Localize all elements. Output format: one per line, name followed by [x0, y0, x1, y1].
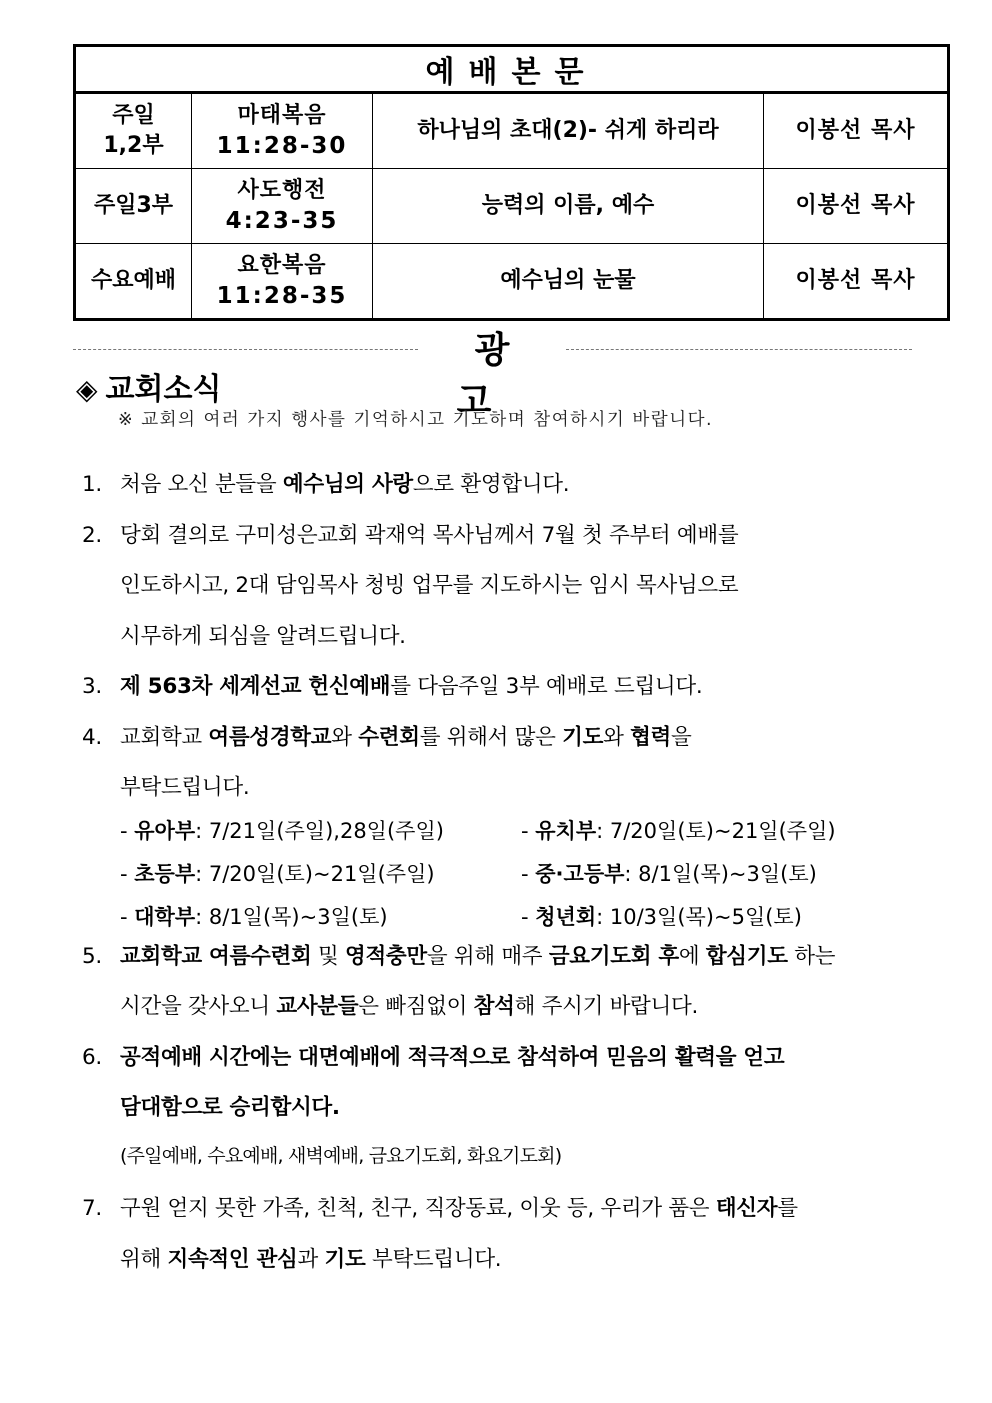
emphasis-text: 참석 [473, 994, 515, 1019]
announcement-text: 위해 [120, 1246, 168, 1272]
worship-row [75, 244, 949, 320]
announcement-text: 를 위해서 많은 [419, 724, 563, 750]
preacher: 이봉선 목사 [764, 93, 949, 169]
schedule-entry [521, 858, 817, 888]
scripture-reference: 11:28-30 [216, 133, 348, 159]
section-title [76, 364, 221, 408]
emphasis-text: 협력 [630, 724, 672, 750]
announcement-line [120, 770, 249, 801]
announcement-number: 5. [82, 943, 102, 969]
schedule-entry [521, 901, 802, 931]
emphasis-text: 기도 [324, 1246, 366, 1272]
announcement-line [82, 720, 692, 751]
schedule-dates: : 7/20일(토)~21일(주일) [195, 861, 435, 886]
schedule-dash: - [120, 904, 135, 929]
announcement-text: 와 [603, 724, 631, 750]
announcement-text: 과 [297, 1246, 325, 1272]
scripture-reference: 11:28-35 [216, 283, 348, 309]
worship-row [75, 169, 949, 244]
schedule-dash: - [521, 861, 536, 886]
schedule-dash: - [521, 818, 536, 843]
announcement-number: 1. [82, 472, 102, 497]
divider-right [566, 349, 912, 350]
announcement-line [82, 1040, 784, 1071]
emphasis-text: 수련회 [358, 724, 420, 750]
schedule-entry [120, 858, 435, 888]
scripture-book: 사도행전 [237, 178, 327, 203]
announcement-text: 시간을 갖사오니 [120, 994, 277, 1019]
announcement-text: 에 [678, 943, 706, 969]
emphasis-text: 공적예배 시간에는 대면예배에 적극적으로 참석하여 믿음의 활력을 얻고 [120, 1044, 785, 1070]
announcement-number: 6. [82, 1044, 102, 1070]
emphasis-text: 교사분들 [276, 994, 359, 1019]
worship-table-header: 예배본문 [75, 46, 949, 93]
announcement-text: 인도하시고, 2대 담임목사 청빙 업무를 지도하시는 임시 목사님으로 [120, 573, 739, 598]
emphasis-text: 지속적인 관심 [167, 1246, 298, 1272]
schedule-department: 유치부 [535, 818, 597, 843]
schedule-dash: - [521, 904, 536, 929]
schedule-department: 대학부 [134, 904, 196, 929]
announcement-line [82, 518, 738, 549]
schedule-department: 초등부 [134, 861, 196, 886]
sermon-title: 하나님의 초대(2)- 쉬게 하리라 [373, 93, 764, 169]
section-note: ※ 교회의 여러 가지 행사를 기억하시고 기도하며 참여하시기 바랍니다. [118, 410, 714, 430]
schedule-department: 유아부 [134, 818, 196, 843]
sermon-title: 예수님의 눈물 [373, 244, 764, 320]
divider-left [73, 349, 418, 350]
announcement-text: 하는 [787, 943, 836, 969]
announcement-text: 처음 오신 분들을 [120, 472, 283, 497]
sermon-title: 능력의 이름, 예수 [373, 169, 764, 244]
scripture-cell [192, 169, 373, 244]
service-cell [75, 93, 192, 169]
notice-title: 광고 [456, 330, 546, 422]
announcement-line [120, 1242, 501, 1273]
diamond-icon: ◈ [76, 373, 98, 406]
announcement-number: 3. [82, 674, 102, 699]
service-cell [75, 244, 192, 320]
scripture-book: 요한복음 [237, 253, 327, 278]
service-name-sub: 1,2부 [103, 133, 164, 158]
emphasis-text: 예수님의 사랑 [282, 472, 413, 497]
scripture-cell [192, 93, 373, 169]
preacher: 이봉선 목사 [764, 244, 949, 320]
emphasis-text: 여름성경학교 [208, 724, 332, 750]
schedule-dates: : 8/1일(목)~3일(토) [624, 861, 817, 886]
section-title-text: 교회소식 [105, 372, 222, 407]
announcement-line [120, 989, 698, 1020]
announcement-line [120, 568, 738, 599]
announcement-text: 부탁드립니다. [120, 775, 250, 800]
scripture-book: 마태복음 [237, 103, 327, 128]
announcement-line [82, 939, 835, 970]
announcement-text: 해 주시기 바랍니다. [514, 994, 698, 1019]
emphasis-text: 교회학교 여름수련회 [120, 943, 312, 969]
schedule-department: 청년회 [535, 904, 597, 929]
announcement-number: 4. [82, 724, 102, 750]
emphasis-text: 제 563차 세계선교 헌신예배 [120, 674, 391, 699]
announcement-text: 를 [777, 1196, 798, 1221]
service-name: 주일 [112, 103, 155, 128]
announcement-line [120, 1141, 561, 1168]
scripture-reference: 4:23-35 [225, 208, 339, 234]
announcement-number: 2. [82, 522, 102, 548]
emphasis-text: 기도 [562, 724, 604, 750]
announcement-line [120, 619, 406, 650]
announcement-text: 당회 결의로 구미성은교회 곽재억 목사님께서 7월 첫 주부터 예배를 [120, 522, 739, 548]
announcement-text: 을 [671, 724, 692, 750]
emphasis-text: 금요기도회 후 [548, 943, 679, 969]
scripture-cell [192, 244, 373, 320]
announcement-text: 교회학교 [120, 724, 209, 750]
schedule-entry [521, 815, 836, 845]
announcement-line [120, 1090, 340, 1121]
announcement-text: 부탁드립니다. [365, 1246, 502, 1272]
schedule-department: 중·고등부 [535, 861, 625, 886]
schedule-entry [120, 901, 388, 931]
announcement-line [82, 467, 569, 498]
service-name: 주일3부 [93, 193, 174, 218]
announcement-text: 시무하게 되심을 알려드립니다. [120, 623, 406, 649]
emphasis-text: 영적충만 [344, 943, 427, 969]
service-name: 수요예배 [90, 268, 176, 293]
announcement-line [82, 1191, 798, 1222]
announcement-text: 을 위해 매주 [426, 943, 549, 969]
schedule-dates: : 10/3일(목)~5일(토) [596, 904, 802, 929]
schedule-dates: : 7/21일(주일),28일(주일) [195, 818, 444, 843]
announcement-text: (주일예배, 수요예배, 새벽예배, 금요기도회, 화요기도회) [120, 1144, 562, 1167]
schedule-dash: - [120, 861, 135, 886]
worship-row [75, 93, 949, 169]
announcement-text: 으로 환영합니다. [412, 472, 570, 497]
announcement-line [82, 669, 702, 700]
worship-table [73, 44, 950, 321]
announcement-number: 7. [82, 1196, 102, 1221]
announcement-text: 및 [311, 943, 345, 969]
schedule-dates: : 8/1일(목)~3일(토) [195, 904, 388, 929]
announcement-text: 구원 얻지 못한 가족, 친척, 친구, 직장동료, 이웃 등, 우리가 품은 [120, 1196, 716, 1221]
announcement-text: 와 [331, 724, 359, 750]
schedule-dash: - [120, 818, 135, 843]
emphasis-text: 합심기도 [705, 943, 788, 969]
schedule-dates: : 7/20일(토)~21일(주일) [596, 818, 836, 843]
emphasis-text: 태신자 [715, 1196, 778, 1221]
announcement-text: 은 빠짐없이 [358, 994, 474, 1019]
preacher: 이봉선 목사 [764, 169, 949, 244]
service-cell [75, 169, 192, 244]
schedule-entry [120, 815, 444, 845]
announcement-text: 를 다음주일 3부 예배로 드립니다. [390, 674, 703, 699]
emphasis-text: 담대함으로 승리합시다. [120, 1095, 340, 1120]
